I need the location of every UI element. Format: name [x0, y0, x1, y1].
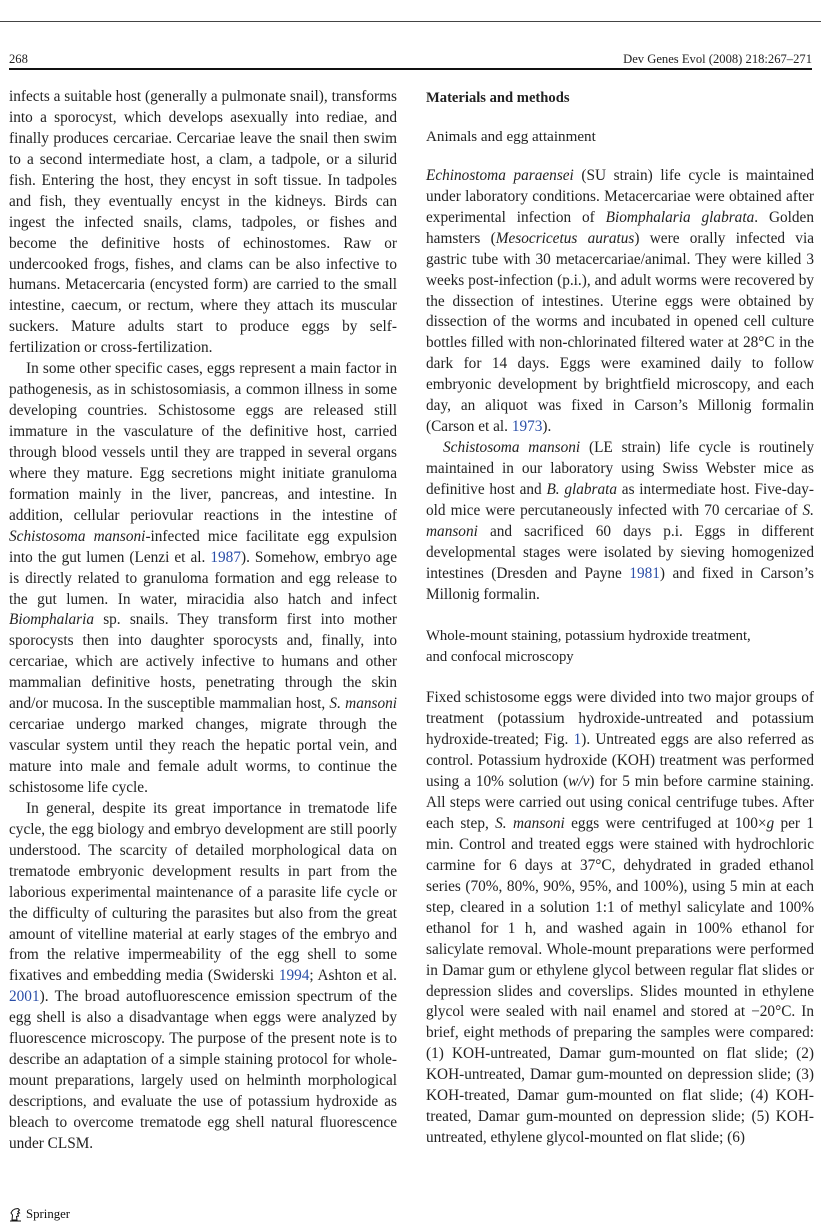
figure-link[interactable]: 1: [573, 731, 582, 749]
citation-link[interactable]: 1973: [511, 418, 543, 436]
paragraph-echinostoma: Echinostoma paraensei (SU strain) life cycle is maintained under laboratory conditions. Metacercariae were obtained after experimental infection of Biomphalaria glabrata. Golden hamsters (Mesocricetus auratus) were orally infected via gastric tube with 30 metacercariae/animal. They were killed 3 weeks post-infection (p.i.), and adult worms were recovered by the dissection of intestines. Uterine eggs were obtained by dissection of the worms and incubated in opened cell culture bottles filled with non-chlorinated filtered water at 28°C in the dark for 14 days. Eggs were examined daily to follow embryonic development by brightfield microscopy, and each day, an aliquot was fixed in Carson’s Millonig formalin (Carson et al. 1973).: [426, 166, 814, 436]
paragraph-purpose: In general, despite its great importance in trematode life cycle, the egg biology and embryo development are still poorly understood. The scarcity of detailed morphological data on trematode embryonic development results in part from the laborious experimental maintenance of a parasite life cycle or the difficulty of culturing the parasites but also from the great amount of vitelline material at early stages of the embryo and from the relative impermeability of the egg shell to some fixatives and embedding media (Swiderski 1994; Ashton et al. 2001). The broad autofluorescence emission spectrum of the egg shell is also a disadvantage when eggs were analyzed by fluorescence microscopy. The purpose of the present note is to describe an adaptation of a simple staining protocol for whole-mount preparations, largely used on helminth morphological descriptions, and evaluate the use of potassium hydroxide as bleach to overcome trematode egg shell natural fluorescence under CLSM.: [9, 799, 397, 1152]
citation-link[interactable]: 2001: [9, 988, 40, 1006]
left-column: [9, 87, 397, 1155]
journal-citation: Dev Genes Evol (2008) 218:267–271: [623, 52, 812, 66]
page-number: 268: [9, 52, 28, 66]
page-footer: [9, 1207, 70, 1222]
top-border-line: [0, 21, 821, 22]
subsection-heading-animals: Animals and egg attainment: [426, 129, 596, 145]
right-column: [426, 87, 814, 1149]
paragraph-pathogenesis: In some other specific cases, eggs represent a main factor in pathogenesis, as in schistosomiasis, a common illness in some developing countries. Schistosome eggs are released still immature in the vasculature of the definitive host, carried through blood vessels until they are trapped in several organs where they mature. Egg secretions might initiate granuloma formation mainly in the liver, pancreas, and intestine. In addition, cellular periovular reactions in the intestine of Schistosoma mansoni-infected mice facilitate egg expulsion into the gut lumen (Lenzi et al. 1987). Somehow, embryo age is directly related to granuloma formation and egg release to the gut lumen. In water, miracidia also hatch and infect Biomphalaria sp. snails. They transform first into mother sporocysts then into daughter sporocysts and, finally, into cercariae, which are actively infective to humans and other mammalian definitive hosts, penetrating through the skin and/or mucosa. In the susceptible mammalian host, S. mansoni cercariae undergo marked changes, migrate through the vascular system until they reach the hepatic portal vein, and mature into male and female adult worms, to continue the schistosome life cycle.: [9, 360, 398, 796]
citation-link[interactable]: 1994: [278, 967, 310, 985]
paragraph-staining-methods: Fixed schistosome eggs were divided into two major groups of treatment (potassium hydroxide-untreated and potassium hydroxide-treated; Fig. 1). Untreated eggs are also referred as control. Potassium hydroxide (KOH) treatment was performed using a 10% solution (w/v) for 5 min before carmine staining. All steps were carried out using conical centrifuge tubes. After each step, S. mansoni eggs were centrifuged at 100×g per 1 min. Control and treated eggs were stained with hydrochloric carmine for 6 days at 37°C, dehydrated in graded ethanol series (70%, 80%, 90%, 95%, and 100%), using 5 min at each step, cleared in a solution 1:1 of methyl salicylate and 100% ethanol for 1 h, and washed again in 100% ethanol for salicylate removal. Whole-mount preparations were performed in Damar gum or ethylene glycol between regular flat slides or depression slides and coverslips. Slides mounted in ethylene glycol were sealed with nail enamel and stored at −20°C. In brief, eight methods of preparing the samples were compared: (1) KOH-untreated, Damar gum-mounted on flat slide; (2) KOH-untreated, Damar gum-mounted on depression slide; (3) KOH-treated, Damar gum-mounted on flat slide; (4) KOH-treated, Damar gum-mounted on depression slide; (5) KOH-untreated, ethylene glycol-mounted on flat slide; (6): [426, 689, 814, 1147]
paragraph-life-cycle: infects a suitable host (generally a pulmonate snail), transforms into a sporocyst, which develops asexually into rediae, and finally produces cercariae. Cercariae leave the snail then swim to a second intermediate host, a clam, a tadpole, or a silurid fish. Entering the host, they encyst in soft tissue. In tadpoles and fish, they eventually encyst in the kidneys. Birds can ingest the infected snails, clams, tadpoles, or fishes and become the definitive hosts of echinostomes. Raw or undercooked frogs, fishes, and clams can be also infective to humans. Metacercaria (encysted form) are carried to the small intestine, caecum, or rectum, where they attach its muscular suckers. Mature adults start to produce eggs by self-fertilization or cross-fertilization.: [9, 88, 397, 357]
subsection-heading-staining: Whole-mount staining, potassium hydroxide treatment, and confocal microscopy: [426, 627, 751, 665]
header-rule: [9, 68, 812, 70]
publisher-name: Springer: [26, 1207, 71, 1221]
citation-link[interactable]: 1987: [210, 548, 241, 566]
citation-link[interactable]: 1981: [629, 564, 660, 582]
section-heading-materials-methods: Materials and methods: [426, 90, 570, 106]
springer-horse-icon: [9, 1207, 22, 1222]
paragraph-schistosoma: Schistosoma mansoni (LE strain) life cycle is routinely maintained in our laboratory using Swiss Webster mice as definitive host and B. glabrata as intermediate host. Five-day-old mice were percutaneously infected with 70 cercariae of S. mansoni and sacrificed 60 days p.i. Eggs in different developmental stages were isolated by sieving homogenized intestines (Dresden and Payne 1981) and fixed in Carson’s Millonig formalin.: [426, 439, 815, 603]
running-head: [9, 52, 812, 67]
